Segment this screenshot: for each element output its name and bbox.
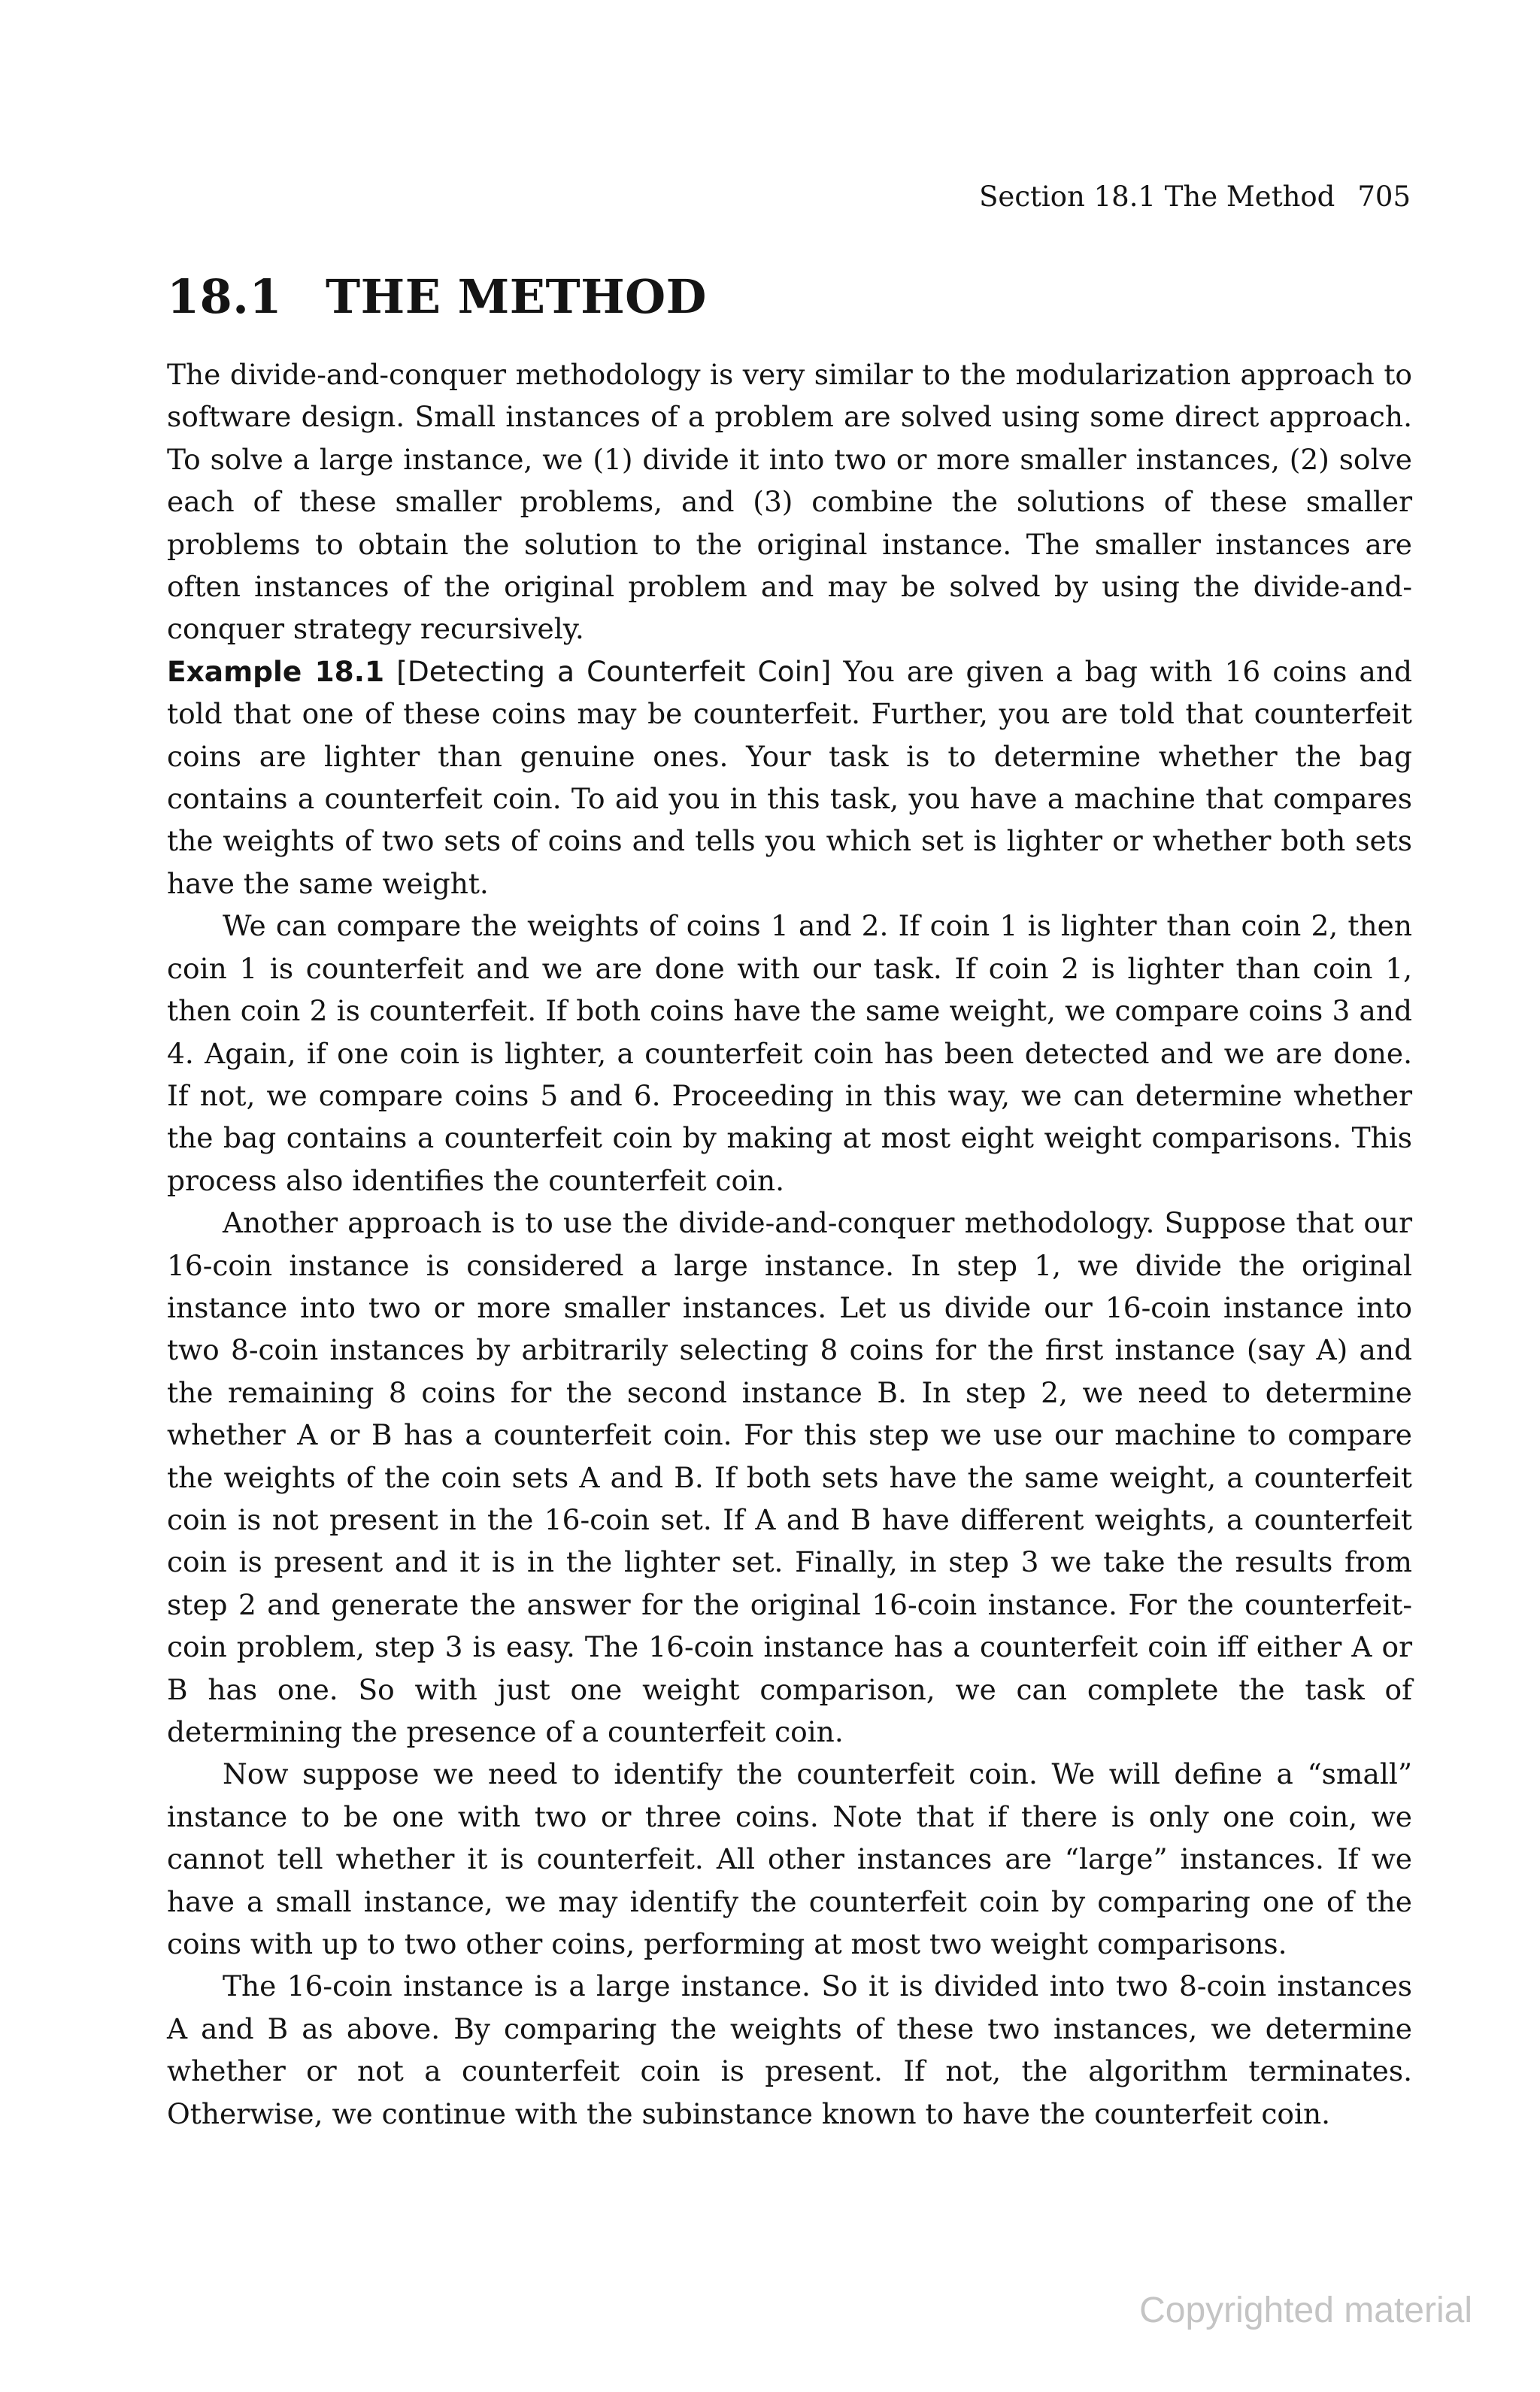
paragraph-identify-coin: Now suppose we need to identify the counterfeit coin. We will define a “small” instance to be one with two or three coins. Note that if there is only one coin, we cannot tell whether it is counterfeit. All other instances are “large” instances. If we have a small instance, we may identify the counterfeit coin by comparing one of the coins with up to two other coins, performing at most two weight comparisons. <box>167 1757 1412 1961</box>
intro-paragraph: The divide-and-conquer methodology is very similar to the modularization approach to software design. Small instances of a problem are solved using some direct approach. To solve a large instance, we (1) divide it into two or more smaller instances, (2) solve each of these smaller problems, and (3) combine the solutions of these smaller problems to obtain the solution to the original instance. The smaller instances are often instances of the original problem and may be solved by using the divide-and-conquer strategy recursively. <box>167 358 1412 646</box>
section-number: 18.1 <box>167 269 283 324</box>
section-title: THE METHOD <box>326 269 707 324</box>
paragraph-divide-and-conquer: Another approach is to use the divide-and-conquer methodology. Suppose that our 16-coin instance is considered a large instance. In step 1, we divide the original instance into two or more smaller instances. Let us divide our 16-coin instance into two 8-coin instances by arbitrarily selecting 8 coins for the first instance (say A) and the remaining 8 coins for the second instance B. In step 2, we need to determine whether A or B has a counterfeit coin. For this step we use our machine to compare the weights of the coin sets A and B. If both sets have the same weight, a counterfeit coin is not present in the 16-coin set. If A and B have different weights, a counterfeit coin is present and it is in the lighter set. Finally, in step 3 we take the results from step 2 and generate the answer for the original 16-coin instance. For the counterfeit-coin problem, step 3 is easy. The 16-coin instance has a counterfeit coin iff either A or B has one. So with just one weight comparison, we can complete the task of determining the presence of a counterfeit coin. <box>167 1206 1412 1748</box>
copyright-watermark: Copyrighted material <box>1139 2290 1472 2330</box>
page-number: 705 <box>1357 180 1411 213</box>
example-text: You are given a bag with 16 coins and told that one of these coins may be counterfeit. Further, you are told that counterfeit coins are lighter than genuine ones. Your task is to determine whether the bag contains a counterfeit coin. To aid you in this task, you have a machine that compares the weights of two sets of coins and tells you which set is lighter or whether both sets have the same weight. <box>167 654 1412 900</box>
running-header <box>979 180 1411 213</box>
example-title: [Detecting a Counterfeit Coin] <box>396 654 832 688</box>
paragraph-sequential-comparison: We can compare the weights of coins 1 and 2. If coin 1 is lighter than coin 2, then coin 1 is counterfeit and we are done with our task. If coin 2 is lighter than coin 1, then coin 2 is counterfeit. If both coins have the same weight, we compare coins 3 and 4. Again, if one coin is lighter, a counterfeit coin has been detected and we are done. If not, we compare coins 5 and 6. Proceeding in this way, we can determine whether the bag contains a counterfeit coin by making at most eight weight comparisons. This process also identifies the counterfeit coin. <box>167 909 1412 1197</box>
body-text <box>167 353 1412 2135</box>
example-label: Example 18.1 <box>167 654 385 688</box>
running-title: Section 18.1 The Method <box>979 180 1335 213</box>
section-heading <box>167 269 707 324</box>
paragraph-large-instance: The 16-coin instance is a large instance. So it is divided into two 8-coin instances A and B as above. By comparing the weights of these two instances, we determine whether or not a counterfeit coin is present. If not, the algorithm terminates. Otherwise, we continue with the subinstance known to have the counterfeit coin. <box>167 1969 1412 2130</box>
example-paragraph <box>167 650 1412 905</box>
